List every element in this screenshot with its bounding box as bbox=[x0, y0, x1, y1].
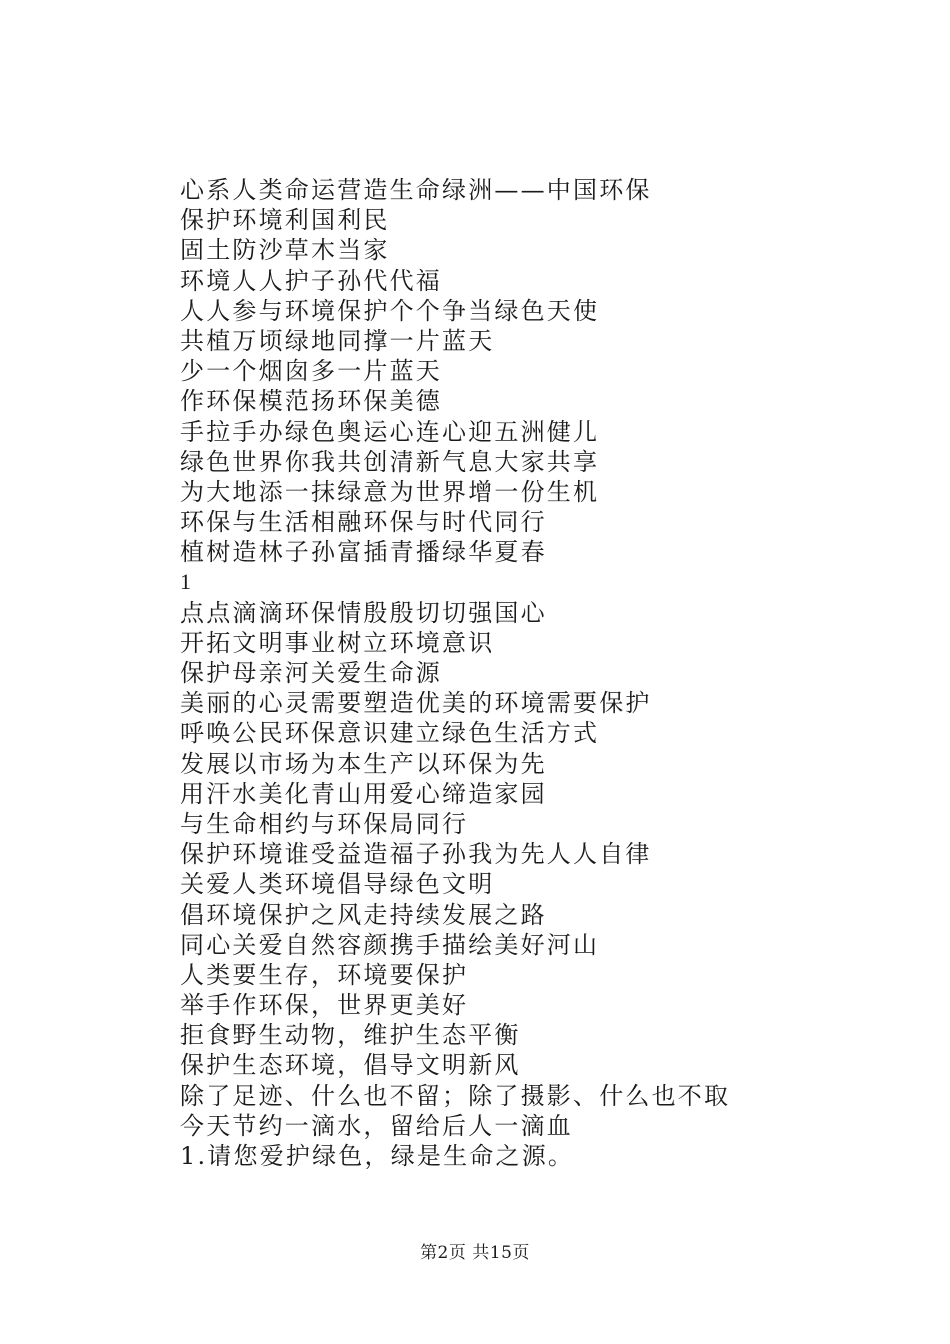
text-line: 共植万顷绿地同撑一片蓝天 bbox=[180, 326, 495, 355]
text-line: 1.请您爱护绿色，绿是生命之源。 bbox=[180, 1142, 575, 1170]
text-line: 植树造林子孙富插青播绿华夏春 bbox=[180, 538, 547, 567]
text-line: 保护环境利国利民 bbox=[180, 206, 390, 235]
text-line: 拒食野生动物，维护生态平衡 bbox=[180, 1021, 521, 1050]
text-line: 为大地添一抹绿意为世界增一份生机 bbox=[180, 477, 600, 506]
text-line: 除了足迹、什么也不留；除了摄影、什么也不取 bbox=[180, 1081, 731, 1110]
text-line: 心系人类命运营造生命绿洲——中国环保 bbox=[180, 176, 652, 204]
text-line: 关爱人类环境倡导绿色文明 bbox=[180, 870, 495, 899]
text-line: 点点滴滴环保情殷殷切切强国心 bbox=[180, 598, 547, 627]
text-line: 环境人人护子孙代代福 bbox=[180, 266, 442, 295]
text-line: 美丽的心灵需要塑造优美的环境需要保护 bbox=[180, 689, 652, 718]
text-line: 保护生态环境，倡导文明新风 bbox=[180, 1051, 521, 1080]
text-line: 今天节约一滴水，留给后人一滴血 bbox=[180, 1111, 573, 1140]
text-line: 同心关爱自然容颜携手描绘美好河山 bbox=[180, 930, 600, 959]
text-line: 用汗水美化青山用爱心缔造家园 bbox=[180, 779, 547, 808]
text-line: 绿色世界你我共创清新气息大家共享 bbox=[180, 447, 600, 476]
text-line: 保护母亲河关爱生命源 bbox=[180, 659, 442, 687]
inline-page-number: 1 bbox=[180, 569, 191, 595]
text-line: 环保与生活相融环保与时代同行 bbox=[180, 508, 547, 537]
text-line: 倡环境保护之风走持续发展之路 bbox=[180, 900, 547, 929]
text-line: 人类要生存，环境要保护 bbox=[180, 960, 469, 989]
text-line: 与生命相约与环保局同行 bbox=[180, 809, 469, 838]
text-line: 人人参与环境保护个个争当绿色天使 bbox=[180, 296, 600, 325]
slogan-list bbox=[180, 175, 800, 1171]
text-line: 手拉手办绿色奥运心连心迎五洲健儿 bbox=[180, 417, 600, 446]
text-line: 发展以市场为本生产以环保为先 bbox=[180, 749, 547, 778]
text-line: 少一个烟囱多一片蓝天 bbox=[180, 357, 442, 386]
text-line: 呼唤公民环保意识建立绿色生活方式 bbox=[180, 719, 600, 748]
text-line: 开拓文明事业树立环境意识 bbox=[180, 628, 495, 657]
text-line: 作环保模范扬环保美德 bbox=[180, 387, 442, 416]
page-footer: 第2页 共15页 bbox=[420, 1243, 530, 1263]
text-line: 固土防沙草木当家 bbox=[180, 236, 390, 265]
text-line: 举手作环保，世界更美好 bbox=[180, 991, 469, 1020]
text-line: 保护环境谁受益造福子孙我为先人人自律 bbox=[180, 840, 652, 869]
